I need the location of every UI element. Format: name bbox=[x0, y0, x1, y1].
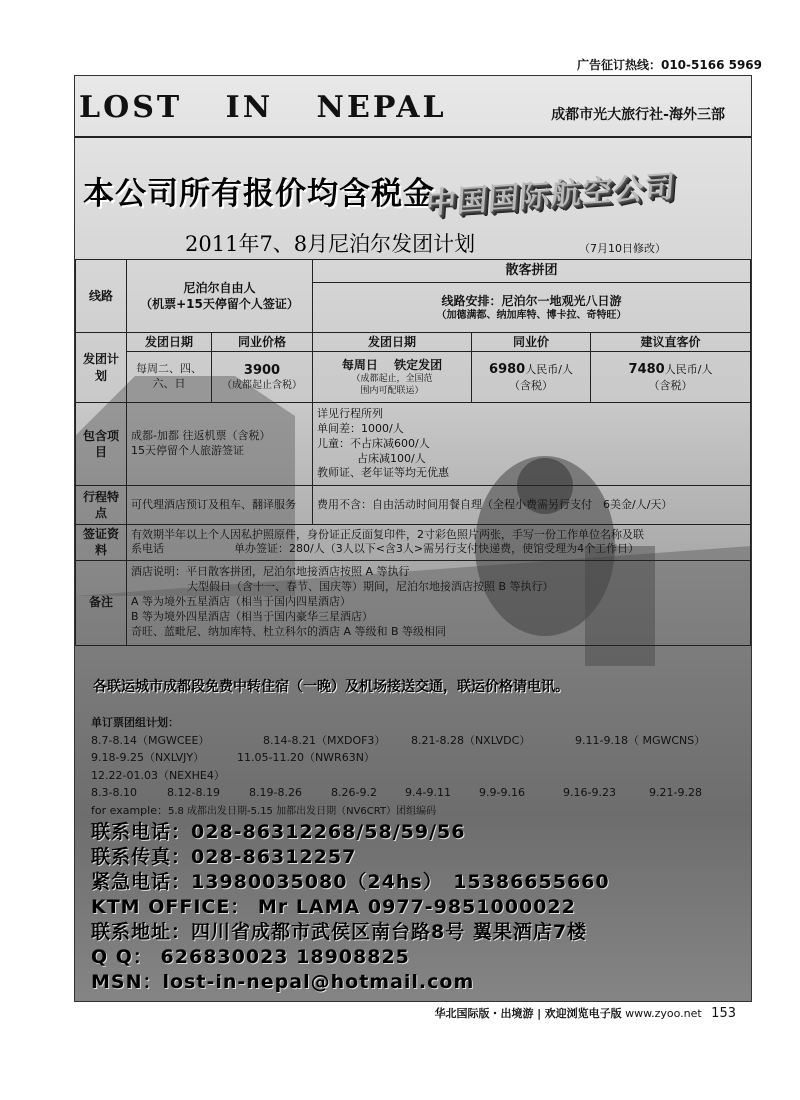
group-dates-note2: 围内可配联运） bbox=[360, 386, 424, 397]
schedule-row-2 bbox=[91, 749, 705, 767]
footer-browse: 欢迎浏览电子版 bbox=[544, 1007, 622, 1020]
header-rule bbox=[75, 136, 751, 138]
schedule-item: 8.7-8.14（MGWCEE） bbox=[91, 733, 210, 747]
schedule-item: 9.11-9.18（ MGWCNS） bbox=[575, 733, 706, 747]
group-include-cell bbox=[313, 403, 751, 486]
group-include-2: 单间差：1000/人 bbox=[317, 421, 404, 435]
h-retail: 建议直客价 bbox=[591, 333, 751, 352]
remarks-label: 备注 bbox=[76, 560, 127, 645]
schedule-header-row bbox=[76, 333, 751, 352]
schedule-item: 12.22-01.03（NEXHE4） bbox=[91, 768, 225, 782]
free-price-cell bbox=[212, 352, 313, 403]
schedule-row-1 bbox=[91, 732, 705, 750]
group-unit: 人民币/人 bbox=[525, 362, 573, 376]
retail-tax: （含税） bbox=[648, 378, 693, 392]
contact-block bbox=[91, 820, 610, 995]
group-route: 线路安排：尼泊尔一地观光八日游 bbox=[441, 293, 622, 308]
schedule-title: 单订票团组计划： bbox=[91, 716, 179, 729]
schedule-item: 9.21-9.28 bbox=[649, 786, 702, 799]
remarks-line2: 大型假日（含十一、春节、国庆等）期间，尼泊尔地接酒店按照 B 等执行） bbox=[187, 580, 554, 594]
tax-notice: 本公司所有报价均含税金 bbox=[83, 176, 435, 212]
contact-qq: Q Q： 626830023 18908825 bbox=[91, 946, 410, 968]
schedule-item: 9.9-9.16 bbox=[479, 786, 525, 799]
features-label: 行程特点 bbox=[76, 486, 127, 525]
contact-phone: 联系电话：028-86312268/58/59/56 bbox=[91, 821, 466, 843]
ticket-schedule bbox=[91, 714, 705, 820]
example-text: 5.8 成都出发日期-5.15 加都出发日期（NV6CRT）团组编码 bbox=[167, 805, 437, 817]
schedule-item: 9.18-9.25（NXLVJY） bbox=[91, 751, 205, 764]
group-title: 散客拼团 bbox=[505, 263, 558, 279]
example-prefix: for example： bbox=[91, 803, 168, 817]
visa-row bbox=[76, 525, 751, 560]
visa-line2b: 单办签证：280/人（3人以下<含3人>需另行支付快递费，使馆受理为4个工作日） bbox=[234, 542, 640, 556]
header-title: LOST IN NEPAL bbox=[79, 90, 447, 125]
group-tax: （含税） bbox=[509, 378, 553, 392]
transfer-notice: 各联运城市成都段免费中转住宿（一晚）及机场接送交通，联运价格请电讯。 bbox=[93, 679, 569, 695]
retail-price: 7480 bbox=[628, 361, 665, 377]
remarks-line5: 奇旺、蓝毗尼、纳加库特、杜立科尔的酒店 A 等级和 B 等级相同 bbox=[131, 624, 447, 638]
group-include-3: 儿童：不占床减600/人 bbox=[317, 436, 430, 450]
visa-line1: 有效期半年以上个人因私护照原件，身份证正反面复印件，2寸彩色照片两张，手写一份工作单位名称及联 bbox=[131, 527, 644, 541]
free-include-cell bbox=[127, 403, 313, 486]
retail-price-cell bbox=[591, 352, 751, 403]
group-dates-note1: （成都起止，全国范 bbox=[351, 374, 433, 385]
route-label: 线路 bbox=[76, 260, 127, 333]
include-row bbox=[76, 403, 751, 486]
free-include-2: 15天停留个人旅游签证 bbox=[131, 444, 244, 458]
visa-line2a: 系电话 bbox=[131, 542, 164, 556]
remarks-line4: B 等为境外四星酒店（相当于国内豪华三星酒店） bbox=[131, 609, 374, 623]
tour-table bbox=[75, 259, 751, 646]
contact-address: 联系地址：四川省成都市武侯区南台路8号 翼果酒店7楼 bbox=[91, 921, 588, 943]
page-number: 153 bbox=[711, 1006, 736, 1021]
schedule-item: 8.21-8.28（NXLVDC） bbox=[411, 733, 531, 747]
contact-fax: 联系传真：028-86312257 bbox=[91, 846, 357, 868]
schedule-item: 8.12-8.19 bbox=[167, 786, 220, 799]
airline-name: 中国国际航空公司 bbox=[424, 169, 677, 222]
h-date2: 发团日期 bbox=[313, 333, 472, 352]
group-route-sub: （加德满都、纳加库特、博卡拉、奇特旺） bbox=[436, 309, 627, 321]
group-dates: 每周日 铁定发团 bbox=[341, 357, 443, 372]
schedule-item: 8.19-8.26 bbox=[249, 786, 302, 799]
schedule-item: 11.05-11.20（NWR63N） bbox=[237, 751, 375, 764]
free-features: 可代理酒店预订及租车、翻译服务 bbox=[127, 486, 313, 525]
remarks-row bbox=[76, 560, 751, 645]
h-price2: 同业价 bbox=[472, 333, 591, 352]
schedule-row-4 bbox=[91, 784, 705, 802]
schedule-row-3 bbox=[91, 767, 705, 785]
contact-emergency: 紧急电话：13980035080（24hs） 15386655660 bbox=[91, 871, 610, 893]
group-include-1: 详见行程所列 bbox=[317, 407, 383, 421]
schedule-item: 8.3-8.10 bbox=[91, 786, 137, 799]
free-route-cell bbox=[127, 260, 313, 333]
agency-name: 成都市光大旅行社-海外三部 bbox=[551, 107, 725, 123]
contact-ktm: KTM OFFICE： Mr LAMA 0977-9851000022 bbox=[91, 896, 576, 918]
plan-title: 2011年7、8月尼泊尔发团计划 bbox=[185, 232, 476, 256]
visa-cell bbox=[127, 525, 751, 560]
group-title-cell bbox=[313, 260, 751, 283]
group-dates-cell bbox=[313, 352, 472, 403]
remarks-line3: A 等为境外五星酒店（相当于国内四星酒店） bbox=[131, 595, 352, 609]
group-include-5: 教师证、老年证等均无优惠 bbox=[317, 466, 449, 480]
h-price1: 同业价格 bbox=[212, 333, 313, 352]
group-include-4: 占床减100/人 bbox=[357, 451, 426, 465]
free-sub: （机票+15天停留个人签证） bbox=[140, 297, 299, 311]
route-row bbox=[76, 260, 751, 283]
schedule-label: 发团计划 bbox=[76, 333, 127, 403]
remarks-line1: 酒店说明：平日散客拼团，尼泊尔地接酒店按照 A 等执行 bbox=[131, 565, 410, 579]
h-date1: 发团日期 bbox=[127, 333, 212, 352]
plan-note: （7月10日修改） bbox=[579, 242, 666, 255]
group-features: 费用不含：自由活动时间用餐自理（全程小费需另行支付 6美金/人/天） bbox=[313, 486, 751, 525]
schedule-example bbox=[91, 802, 705, 821]
retail-unit: 人民币/人 bbox=[664, 362, 713, 376]
schedule-item: 8.26-9.2 bbox=[331, 786, 377, 799]
schedule-item: 9.16-9.23 bbox=[563, 786, 616, 799]
free-title: 尼泊尔自由人 bbox=[183, 280, 256, 295]
features-row bbox=[76, 486, 751, 525]
remarks-cell bbox=[127, 560, 751, 645]
schedule-item: 8.14-8.21（MXDOF3） bbox=[263, 733, 386, 747]
group-price: 6980 bbox=[489, 361, 526, 377]
footer-edition: 华北国际版・出境游 bbox=[434, 1007, 534, 1020]
free-price-note: （成都起止含税） bbox=[222, 380, 302, 392]
page-footer bbox=[435, 1005, 736, 1021]
schedule-item: 9.4-9.11 bbox=[405, 786, 451, 799]
free-include-1: 成都-加都 往返机票（含税） bbox=[131, 429, 271, 443]
schedule-row bbox=[76, 352, 751, 403]
ad-hotline: 广告征订热线：010-5166 5969 bbox=[576, 58, 762, 72]
group-price-cell bbox=[472, 352, 591, 403]
group-route-cell bbox=[313, 283, 751, 333]
footer-sep: | bbox=[537, 1007, 542, 1020]
include-label: 包含项目 bbox=[76, 403, 127, 486]
visa-label: 签证资料 bbox=[76, 525, 127, 560]
free-dates: 每周二、四、六、日 bbox=[127, 352, 212, 403]
footer-url: www.zyoo.net bbox=[625, 1007, 702, 1020]
contact-msn: MSN：lost-in-nepal@hotmail.com bbox=[91, 971, 475, 993]
free-price: 3900 bbox=[243, 362, 281, 378]
ad-frame bbox=[74, 75, 752, 1002]
